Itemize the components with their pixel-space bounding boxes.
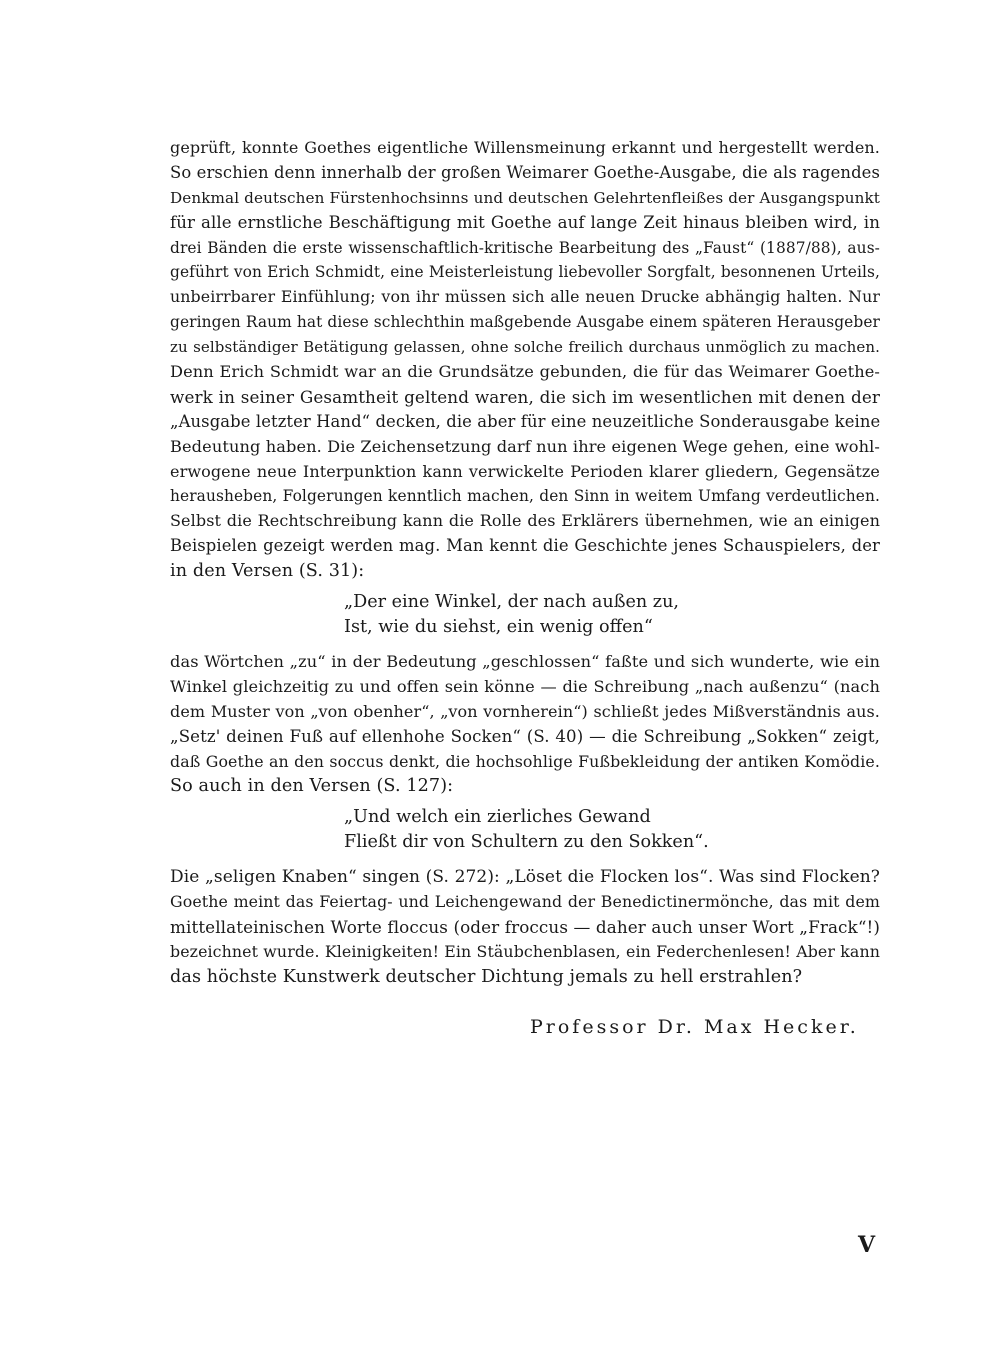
text-line: geringen Raum hat diese schlechthin maßgebende Ausgabe einem späteren Herausgeber [170,313,881,332]
text-line: zu selbständiger Betätigung gelassen, ohne solche freilich durchaus unmöglich zu machen. [170,338,880,357]
text-line: mittellateinischen Worte floccus (oder froccus — daher auch unser Wort „Frack“!) [170,916,880,937]
text-line: bezeichnet wurde. Kleinigkeiten! Ein Stäubchenblasen, ein Federchenlesen! Aber kann [170,941,880,961]
text-line: daß Goethe an den soccus denkt, die hochsohlige Fußbekleidung der antiken Komödie. [170,751,880,771]
author-signature: Professor Dr. Max Hecker. [530,1016,859,1038]
text-line: So erschien denn innerhalb der großen Weimarer Goethe-Ausgabe, die als ragendes [170,162,880,182]
verse-quote-2 [344,805,709,855]
text-line: herausheben, Folgerungen kenntlich machen, den Sinn in weitem Umfang verdeutlichen. [170,487,880,506]
verse-line: „Und welch ein zierliches Gewand [344,807,651,827]
text-line: für alle ernstliche Beschäftigung mit Goethe auf lange Zeit hinaus bleiben wird, in [170,212,880,232]
text-line: das höchste Kunstwerk deutscher Dichtung jemals zu hell erstrahlen? [170,966,803,987]
text-line: unbeirrbarer Einfühlung; von ihr müssen sich alle neuen Drucke abhängig halten. Nur [170,287,880,307]
text-line: Denn Erich Schmidt war an die Grundsätze gebunden, die für das Weimarer Goethe- [170,362,880,382]
text-line: Winkel gleichzeitig zu und offen sein könne — die Schreibung „nach außenzu“ (nach [170,676,880,696]
verse-line: Fließt dir von Schultern zu den Sokken“. [344,831,709,852]
paragraph-3 [170,865,880,989]
text-line: Beispielen gezeigt werden mag. Man kennt die Geschichte jenes Schauspielers, der [170,536,880,556]
page-number: V [858,1232,876,1258]
verse-quote-1 [344,590,679,640]
text-line: dem Muster von „von obenher“, „von vornherein“) schließt jedes Mißverständnis aus. [170,701,880,721]
text-line: geprüft, konnte Goethes eigentliche Willensmeinung erkannt und hergestellt werden. [170,138,880,157]
text-line: geführt von Erich Schmidt, eine Meisterleistung liebevoller Sorgfalt, besonnenen Urteils, [170,263,880,282]
text-line: So auch in den Versen (S. 127): [170,776,454,797]
text-line: Die „seligen Knaben“ singen (S. 272): „Löset die Flocken los“. Was sind Flocken? [170,867,880,887]
verse-line: „Der eine Winkel, der nach außen zu, [344,592,680,612]
text-line: erwogene neue Interpunktion kann verwickelte Perioden klarer gliedern, Gegensätze [170,461,880,481]
text-line: Denkmal deutschen Fürstenhochsinns und deutschen Gelehrtenfleißes der Ausgangspunkt [170,188,880,207]
paragraph-2 [170,650,880,799]
text-line: Bedeutung haben. Die Zeichensetzung darf nun ihre eigenen Wege gehen, eine wohl- [170,436,880,456]
text-line: Selbst die Rechtschreibung kann die Rolle des Erklärers übernehmen, wie an einigen [170,511,880,531]
text-line: Goethe meint das Feiertag- und Leichengewand der Benedictinermönche, das mit dem [170,891,880,911]
verse-line: Ist, wie du siehst, ein wenig offen“ [344,616,653,637]
text-line: „Setz' deinen Fuß auf ellenhohe Socken“ (S. 40) — die Schreibung „Sokken“ zeigt, [170,726,880,746]
text-line: werk in seiner Gesamtheit geltend waren, die sich im wesentlichen mit denen der [170,386,880,407]
text-line: „Ausgabe letzter Hand“ decken, die aber für eine neuzeitliche Sonderausgabe keine [170,411,881,431]
paragraph-1 [170,136,880,584]
text-line: in den Versen (S. 31): [170,561,365,582]
text-line: das Wörtchen „zu“ in der Bedeutung „geschlossen“ faßte und sich wunderte, wie ein [170,652,880,671]
text-line: drei Bänden die erste wissenschaftlich-kritische Bearbeitung des „Faust“ (1887/88), aus- [170,238,880,257]
